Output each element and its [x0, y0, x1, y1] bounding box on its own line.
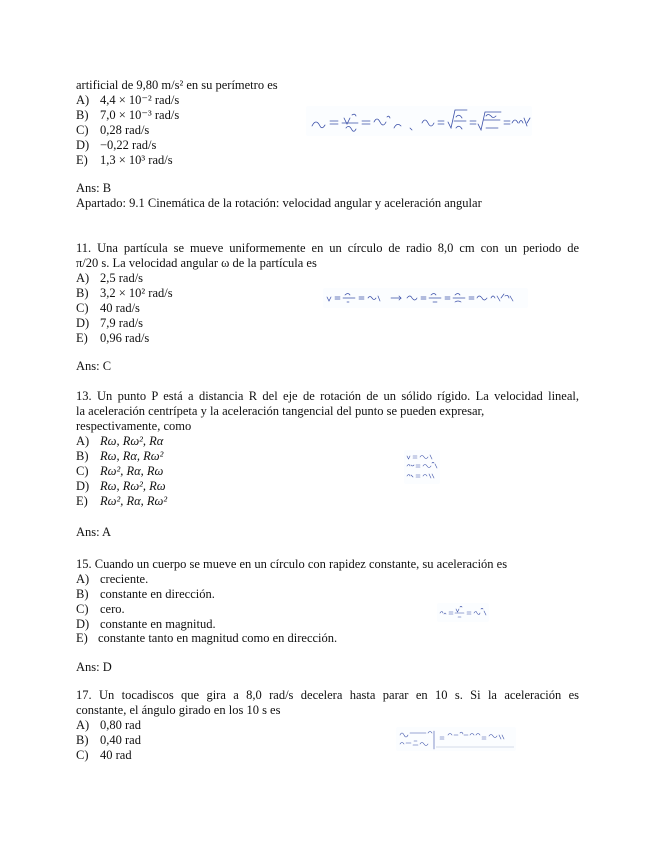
question-17-line-1: 17. Un tocadiscos que gira a 8,0 rad/s decelera hasta parar en 10 s. Si la aceleración es — [76, 688, 579, 702]
option-b: B) 3,2 × 10² rad/s — [76, 286, 173, 300]
handwritten-note-image — [404, 450, 440, 484]
option-e: E) 0,96 rad/s — [76, 331, 150, 345]
option-c: C) cero. — [76, 602, 125, 616]
question-13-line-2: la aceleración centrípeta y la aceleración tangencial del punto se pueden expresar, — [76, 404, 485, 418]
option-d: D) 7,9 rad/s — [76, 316, 144, 330]
question-text-continuation: artificial de 9,80 m/s² en su perímetro es — [76, 78, 278, 92]
option-a: A) 0,80 rad — [76, 718, 141, 732]
handwritten-note-image — [323, 288, 528, 308]
question-11-line-1: 11. Una partícula se mueve uniformemente en un círculo de radio 8,0 cm con un periodo de — [76, 241, 579, 255]
option-b: B) 7,0 × 10⁻³ rad/s — [76, 108, 180, 122]
handwritten-note-image — [306, 106, 532, 136]
option-c: C) 0,28 rad/s — [76, 123, 150, 137]
option-e: E) Rω², Rα, Rω² — [76, 494, 168, 508]
option-e: E) 1,3 × 10³ rad/s — [76, 153, 173, 167]
question-17-line-2: constante, el ángulo girado en los 10 s es — [76, 703, 281, 717]
option-a: A) 2,5 rad/s — [76, 271, 144, 285]
option-a: A) creciente. — [76, 572, 149, 586]
answer-line: Ans: A — [76, 525, 112, 539]
answer-line: Ans: D — [76, 660, 112, 674]
question-15-line-1: 15. Cuando un cuerpo se mueve en un círculo con rapidez constante, su aceleración es — [76, 557, 508, 571]
option-d: D) Rω, Rω², Rω — [76, 479, 166, 493]
handwritten-note-image — [437, 603, 489, 622]
option-c: C) 40 rad — [76, 748, 132, 762]
question-13-line-1: 13. Un punto P está a distancia R del eje de rotación de un sólido rígido. La velocidad lineal, — [76, 389, 579, 403]
question-13-line-3: respectivamente, como — [76, 419, 192, 433]
option-d: D) constante en magnitud. — [76, 617, 216, 631]
option-c: C) 40 rad/s — [76, 301, 140, 315]
option-e: E) constante tanto en magnitud como en dirección. — [76, 631, 338, 645]
option-b: B) 0,40 rad — [76, 733, 141, 747]
option-a: A) 4,4 × 10⁻² rad/s — [76, 93, 180, 107]
option-c: C) Rω², Rα, Rω — [76, 464, 164, 478]
section-line: Apartado: 9.1 Cinemática de la rotación: velocidad angular y aceleración angular — [76, 196, 482, 210]
question-11-line-2: π/20 s. La velocidad angular ω de la partícula es — [76, 256, 317, 270]
option-b: B) constante en dirección. — [76, 587, 215, 601]
handwritten-note-image — [396, 727, 516, 751]
option-b: B) Rω, Rα, Rω² — [76, 449, 164, 463]
answer-line: Ans: C — [76, 359, 112, 373]
option-d: D) −0,22 rad/s — [76, 138, 157, 152]
option-a: A) Rω, Rω², Rα — [76, 434, 164, 448]
answer-line: Ans: B — [76, 181, 112, 195]
